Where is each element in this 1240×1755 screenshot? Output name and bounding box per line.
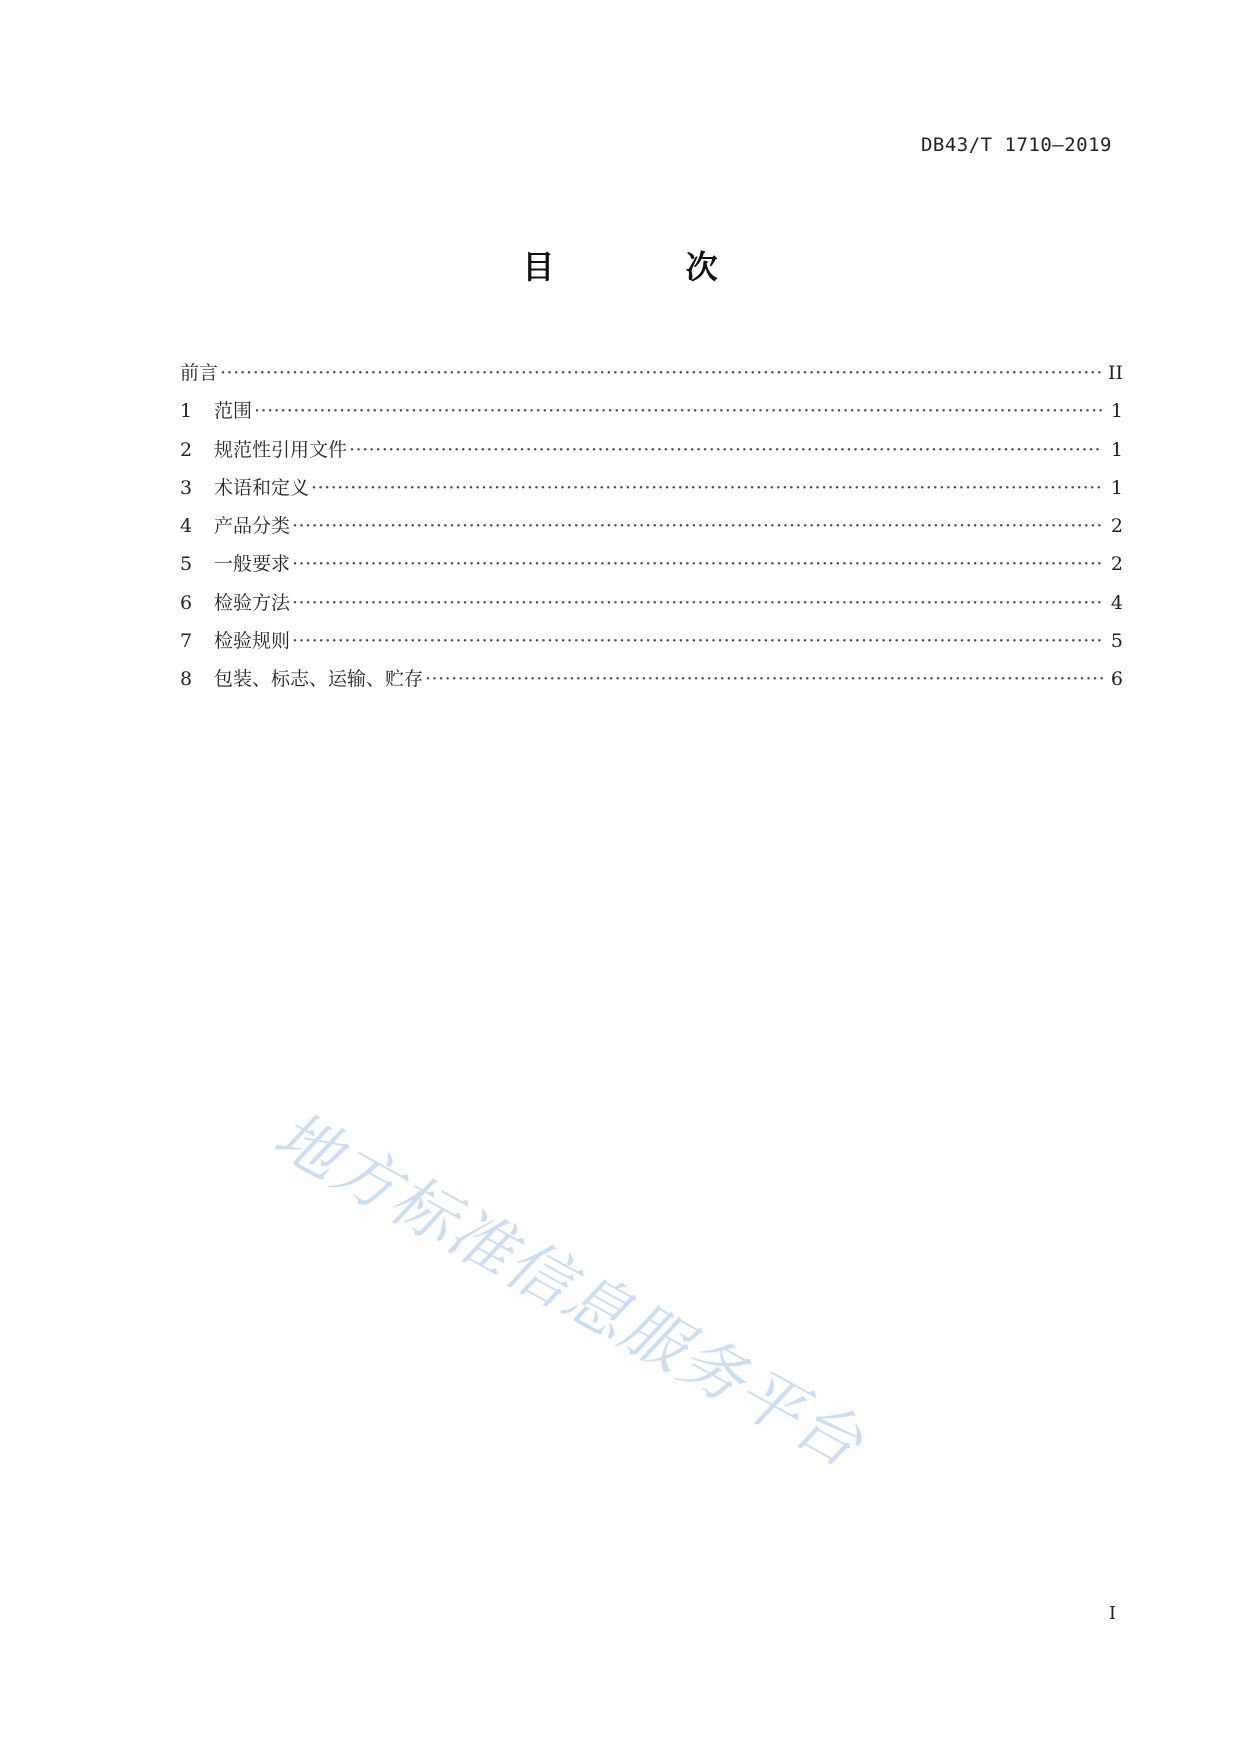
toc-entry-foreword[interactable]: [180, 354, 1123, 392]
toc-leader-dots: [254, 392, 1103, 430]
toc-entry-title: 检验规则: [214, 630, 291, 653]
toc-entry-number: 4: [180, 515, 193, 538]
toc-entry-title: 前言: [180, 362, 219, 384]
table-of-contents: [180, 354, 1123, 699]
page-number: I: [1108, 1603, 1116, 1624]
toc-entry-2[interactable]: [180, 431, 1123, 469]
toc-leader-dots: [292, 584, 1103, 622]
toc-entry-7[interactable]: [180, 622, 1123, 660]
toc-entry-title: 一般要求: [214, 553, 291, 576]
toc-entry-title: 术语和定义: [214, 476, 310, 499]
toc-entry-number: 2: [180, 438, 193, 461]
toc-entry-title: 检验方法: [214, 591, 291, 614]
toc-entry-3[interactable]: [180, 469, 1123, 507]
toc-entry-page: 2: [1110, 515, 1123, 538]
toc-entry-number: 5: [180, 553, 193, 576]
document-code: DB43/T 1710—2019: [920, 134, 1112, 156]
toc-entry-page: 1: [1110, 438, 1123, 461]
toc-entry-page: 1: [1110, 476, 1123, 499]
toc-entry-5[interactable]: [180, 545, 1123, 583]
toc-entry-title: 范围: [214, 400, 253, 423]
toc-leader-dots: [292, 507, 1103, 545]
toc-entry-title: 产品分类: [214, 515, 291, 538]
toc-entry-page: 2: [1110, 553, 1123, 576]
toc-entry-page: 4: [1110, 591, 1123, 614]
toc-entry-number: 6: [180, 591, 193, 614]
toc-entry-page: 1: [1110, 400, 1123, 423]
toc-heading: 目 次: [522, 248, 778, 286]
toc-entry-1[interactable]: [180, 392, 1123, 430]
toc-entry-4[interactable]: [180, 507, 1123, 545]
toc-entry-page: 5: [1110, 630, 1123, 653]
toc-entry-number: 8: [180, 668, 193, 691]
toc-entry-title: 包装、标志、运输、贮存: [214, 668, 424, 691]
toc-entry-number: 3: [180, 476, 193, 499]
toc-entry-8[interactable]: [180, 660, 1123, 698]
toc-leader-dots: [425, 660, 1103, 698]
toc-entry-6[interactable]: [180, 584, 1123, 622]
toc-leader-dots: [349, 431, 1103, 469]
toc-entry-page: II: [1107, 362, 1123, 384]
toc-entry-number: 7: [180, 630, 193, 653]
toc-leader-dots: [292, 622, 1103, 660]
toc-entry-page: 6: [1110, 668, 1123, 691]
toc-entry-title: 规范性引用文件: [214, 438, 348, 461]
toc-leader-dots: [311, 469, 1103, 507]
toc-leader-dots: [220, 354, 1103, 392]
watermark: 地方标准信息服务平台: [261, 1098, 875, 1483]
toc-entry-number: 1: [180, 400, 193, 423]
toc-leader-dots: [292, 545, 1103, 583]
